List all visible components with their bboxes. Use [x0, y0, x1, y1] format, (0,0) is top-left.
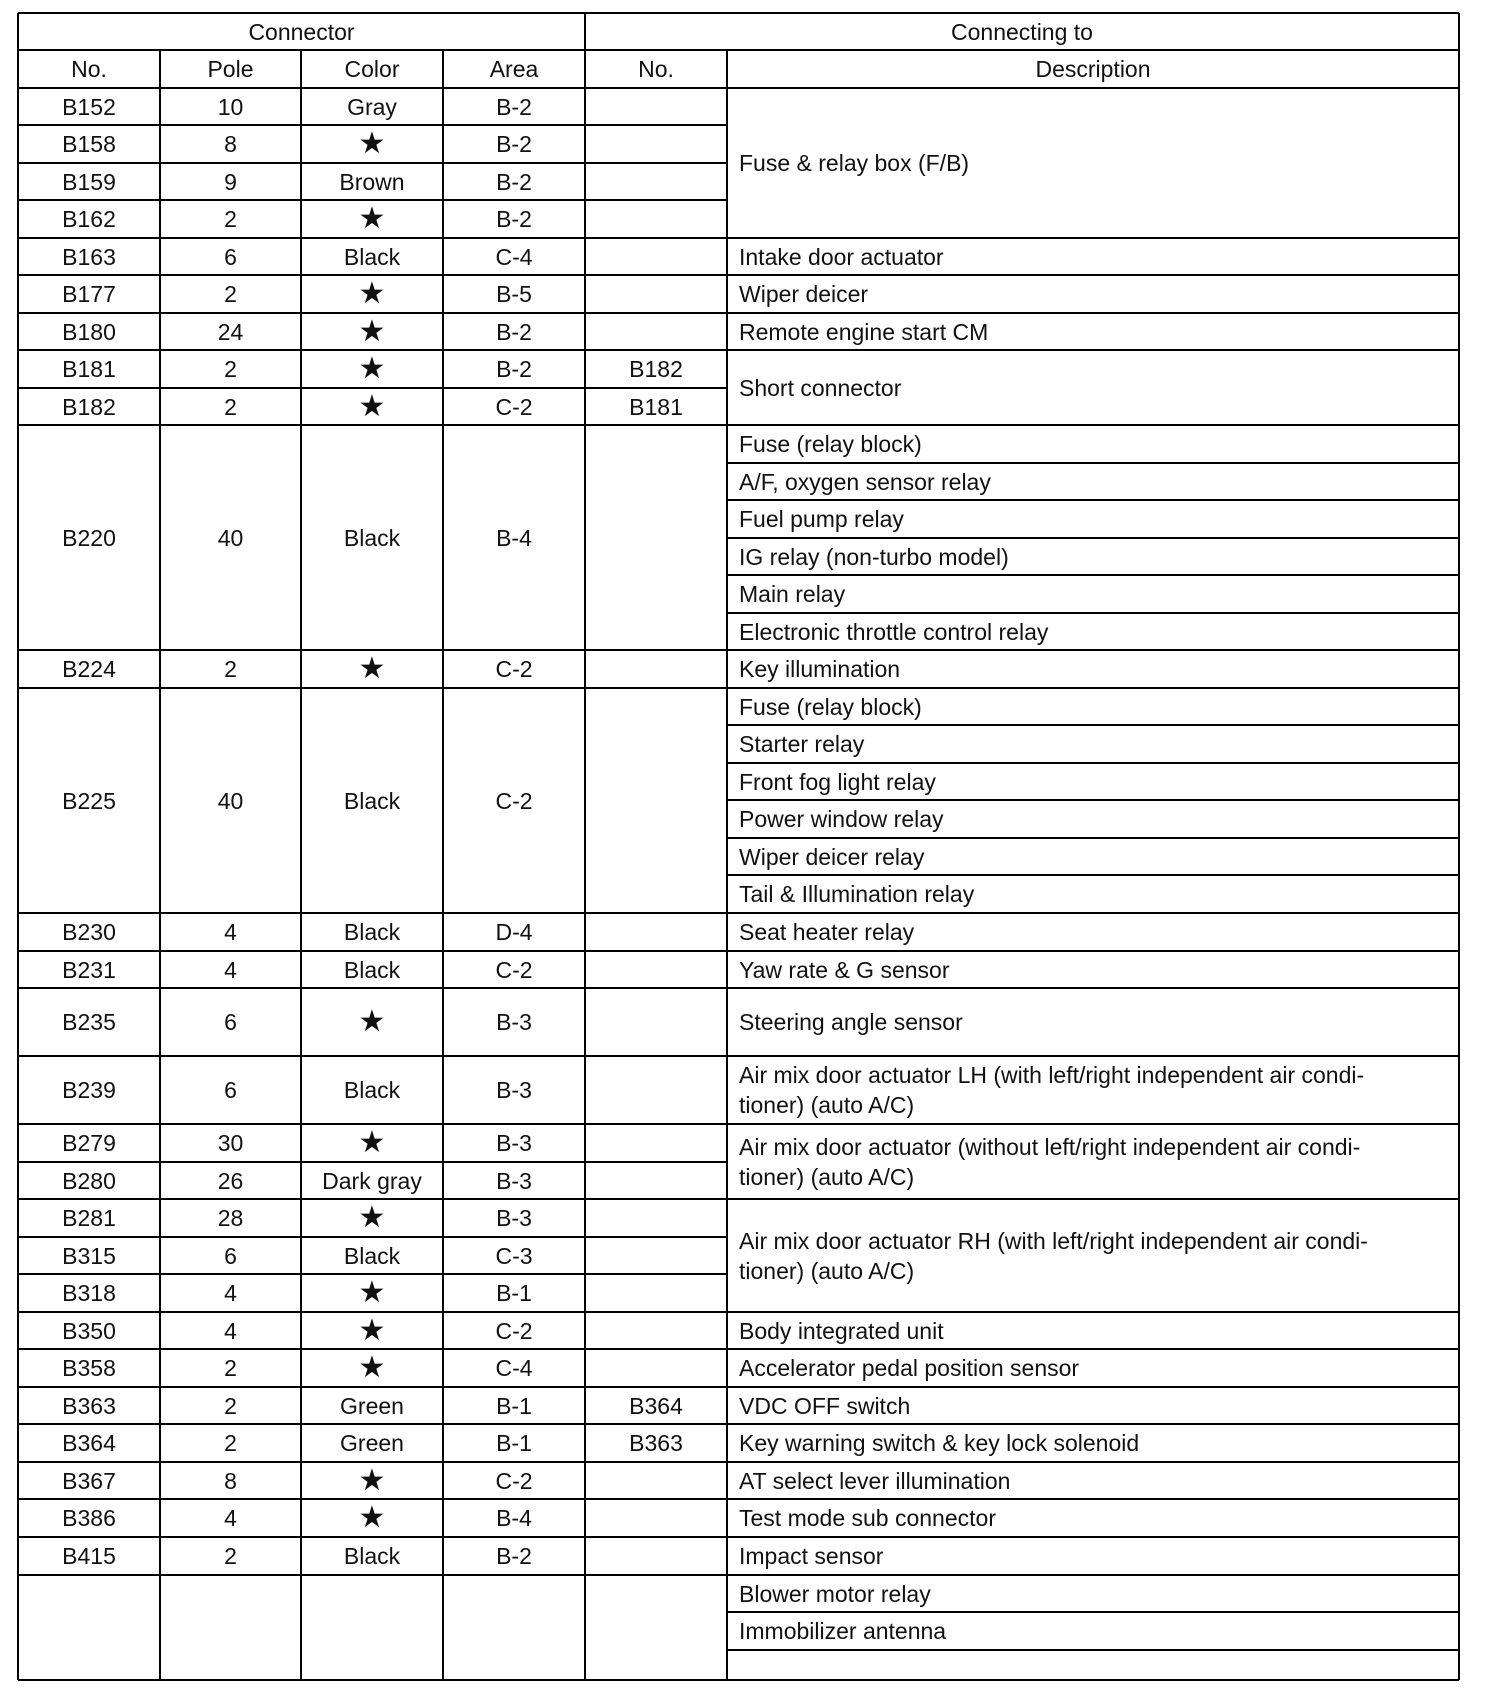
description-line: Steering angle sensor — [739, 1009, 963, 1035]
connector-pole: 6 — [224, 243, 237, 270]
description-text — [739, 317, 988, 347]
connector-area: C-2 — [495, 656, 533, 682]
description-text — [739, 879, 974, 909]
connector-no: B239 — [62, 1077, 116, 1103]
connector-color: ★ — [358, 1005, 386, 1038]
description-cell — [727, 1612, 1459, 1650]
connector-color: ★ — [358, 202, 386, 235]
description-line: Seat heater relay — [739, 919, 915, 945]
connector-no: B281 — [62, 1205, 116, 1231]
connector-no: B358 — [62, 1355, 116, 1381]
connector-area: C-2 — [495, 787, 533, 814]
connector-area: B-1 — [496, 1430, 532, 1456]
description-line: IG relay (non-turbo model) — [739, 543, 1009, 570]
description-line: Electronic throttle control relay — [739, 618, 1049, 645]
connector-pole: 8 — [224, 131, 237, 157]
description-cell — [727, 538, 1459, 575]
connector-area: C-3 — [495, 1242, 533, 1269]
description-line: Remote engine start CM — [739, 318, 989, 345]
connector-color: Black — [343, 524, 401, 551]
connector-color: ★ — [358, 652, 386, 685]
connector-pole: 6 — [224, 1077, 237, 1103]
description-line: Blower motor relay — [739, 1580, 931, 1607]
col-header-pole: Pole — [207, 56, 254, 82]
connector-pole: 30 — [217, 1130, 244, 1156]
connector-area: B-2 — [496, 318, 532, 345]
connector-no: B152 — [62, 93, 116, 120]
connector-pole: 2 — [224, 656, 237, 682]
description-text — [739, 148, 969, 178]
description-line: Air mix door actuator RH (with left/right independent air condi- — [739, 1227, 1368, 1254]
description-cell — [727, 88, 1459, 238]
description-line: VDC OFF switch — [739, 1392, 911, 1419]
connector-pole: 2 — [224, 1355, 237, 1381]
connector-color: Black — [343, 1077, 401, 1103]
connector-color: Black — [343, 956, 401, 983]
connector-color: ★ — [358, 389, 386, 423]
connector-pole: 2 — [224, 1430, 237, 1456]
connector-color: Black — [343, 787, 401, 814]
connecting-no — [585, 1349, 727, 1387]
col-header-area: Area — [489, 56, 539, 82]
description-line: Tail & Illumination relay — [739, 881, 975, 907]
connector-no: B231 — [62, 956, 116, 983]
connecting-no — [585, 650, 727, 688]
connector-area: B-2 — [496, 356, 532, 382]
connector-area: B-2 — [496, 168, 532, 195]
description-line: Fuel pump relay — [739, 506, 904, 532]
connector-area: B-3 — [496, 1009, 532, 1035]
description-text — [739, 804, 944, 834]
connecting-no — [585, 951, 727, 988]
description-cell — [727, 1124, 1459, 1199]
connecting-no — [585, 88, 727, 125]
connector-area: C-4 — [495, 1355, 533, 1381]
description-cell — [727, 875, 1459, 913]
description-line: Short connector — [739, 374, 902, 401]
connector-color: ★ — [358, 314, 386, 348]
connector-color: ★ — [358, 1463, 386, 1497]
connecting-no — [585, 688, 727, 913]
description-cell — [727, 913, 1459, 951]
connector-color: ★ — [358, 1276, 386, 1309]
connector-no: B235 — [62, 1009, 116, 1035]
description-text — [739, 1391, 910, 1421]
description-text — [739, 1541, 883, 1571]
connecting-no — [585, 313, 727, 350]
connector-color: ★ — [358, 352, 386, 385]
connector-no: B177 — [62, 281, 116, 307]
col-header-color: Color — [344, 56, 400, 82]
description-cell — [727, 1462, 1459, 1499]
connector-area: B-4 — [496, 1505, 532, 1531]
connector-no: B224 — [62, 656, 116, 682]
connector-pole: 4 — [224, 1317, 237, 1344]
connecting-no — [585, 425, 727, 650]
description-text — [739, 842, 924, 872]
connecting-no — [585, 275, 727, 313]
connector-no: B163 — [62, 243, 116, 270]
col-header-description: Description — [1035, 56, 1151, 82]
description-text — [739, 1579, 931, 1609]
connector-no: B225 — [62, 787, 116, 814]
connector-no: B415 — [62, 1543, 116, 1569]
connecting-no — [585, 1537, 727, 1575]
description-line: Intake door actuator — [739, 243, 944, 270]
description-cell — [727, 951, 1459, 988]
connector-color: ★ — [358, 1501, 386, 1534]
description-line: Air mix door actuator (without left/right independent air condi- — [739, 1133, 1361, 1160]
connector-pole: 2 — [224, 1543, 237, 1569]
description-cell — [727, 238, 1459, 275]
connecting-no — [585, 350, 727, 388]
description-text — [739, 1226, 1368, 1286]
description-cell — [727, 275, 1459, 313]
description-text — [739, 542, 1009, 572]
description-text — [739, 692, 922, 722]
description-text — [739, 1503, 996, 1533]
connector-area: B-2 — [496, 1543, 532, 1569]
description-line: Yaw rate & G sensor — [739, 956, 950, 983]
description-line: Main relay — [739, 581, 846, 607]
connecting-no — [585, 200, 727, 238]
connecting-no-text: B364 — [629, 1392, 683, 1419]
connector-no: B315 — [62, 1242, 116, 1269]
connector-no: B318 — [62, 1280, 116, 1306]
connector-pole: 6 — [224, 1009, 237, 1035]
connector-pole: 2 — [224, 356, 237, 382]
description-line: tioner) (auto A/C) — [739, 1163, 915, 1190]
connector-pole: 28 — [217, 1205, 244, 1231]
description-line: tioner) (auto A/C) — [739, 1092, 915, 1118]
description-cell — [727, 1387, 1459, 1424]
connector-pole: 2 — [224, 206, 237, 232]
connector-pole: 9 — [224, 168, 237, 195]
connecting-no — [585, 1162, 727, 1199]
connector-area: D-4 — [495, 919, 533, 945]
description-line: Wiper deicer — [739, 281, 869, 307]
connector-color: Black — [343, 1543, 401, 1569]
connector-pole: 8 — [224, 1467, 237, 1494]
connector-color: Brown — [339, 168, 405, 195]
connector-color: Black — [343, 919, 401, 945]
connector-pole: 4 — [224, 1280, 237, 1306]
connector-no: B386 — [62, 1505, 116, 1531]
connecting-no — [585, 125, 727, 163]
connector-pole: 4 — [224, 956, 237, 983]
description-text — [739, 1428, 1139, 1458]
description-cell — [727, 838, 1459, 875]
connector-color: ★ — [358, 1313, 386, 1347]
connector-color: ★ — [358, 1201, 386, 1234]
connector-area: B-4 — [496, 524, 532, 551]
connecting-no — [585, 1056, 727, 1124]
description-line: Immobilizer antenna — [739, 1618, 947, 1644]
connector-no: B158 — [62, 131, 116, 157]
connector-pole: 2 — [224, 281, 237, 307]
connecting-no — [585, 1424, 727, 1462]
connector-area: B-2 — [496, 131, 532, 157]
description-line: Starter relay — [739, 731, 865, 757]
connector-no: B363 — [62, 1392, 116, 1419]
connector-pole: 24 — [217, 318, 244, 345]
connector-no: B182 — [62, 393, 116, 420]
connector-area: B-3 — [496, 1167, 532, 1194]
connecting-no — [585, 238, 727, 275]
connector-pole: 26 — [217, 1167, 244, 1194]
connector-area: C-4 — [495, 243, 533, 270]
description-cell — [727, 463, 1459, 500]
description-line: Wiper deicer relay — [739, 843, 925, 870]
connecting-no — [585, 1237, 727, 1274]
description-cell — [727, 575, 1459, 613]
description-text — [739, 467, 991, 497]
connecting-no — [585, 1199, 727, 1237]
connector-area: B-3 — [496, 1130, 532, 1156]
description-text — [739, 1616, 946, 1646]
connecting-no — [585, 1124, 727, 1162]
description-line: Key illumination — [739, 656, 901, 682]
connector-no: B350 — [62, 1317, 116, 1344]
description-cell — [727, 688, 1459, 725]
connector-color: Black — [343, 243, 401, 270]
description-text — [739, 429, 922, 459]
connector-color: ★ — [358, 1126, 386, 1159]
description-cell — [727, 425, 1459, 463]
description-text — [739, 1060, 1364, 1120]
description-text — [739, 373, 901, 403]
connecting-no-text: B363 — [629, 1430, 683, 1456]
description-line: Front fog light relay — [739, 768, 936, 795]
connector-no: B230 — [62, 919, 116, 945]
description-cell — [727, 1312, 1459, 1349]
description-text — [739, 579, 845, 609]
connector-no: B280 — [62, 1167, 116, 1194]
connector-color: Dark gray — [322, 1167, 422, 1194]
connector-color: Gray — [347, 93, 397, 120]
connector-no: B180 — [62, 318, 116, 345]
description-text — [739, 617, 1048, 647]
description-cell — [727, 313, 1459, 350]
description-cell — [727, 500, 1459, 538]
connecting-no — [585, 1312, 727, 1349]
connector-area: C-2 — [495, 393, 533, 420]
connector-no: B220 — [62, 524, 116, 551]
connecting-no — [585, 163, 727, 200]
connector-color: ★ — [358, 127, 386, 160]
connecting-no — [585, 1274, 727, 1312]
connecting-no — [585, 1462, 727, 1499]
description-cell — [727, 1199, 1459, 1312]
description-line: Fuse (relay block) — [739, 431, 922, 457]
connector-no: B279 — [62, 1130, 116, 1156]
connector-area: B-2 — [496, 206, 532, 232]
description-cell — [727, 1537, 1459, 1575]
connector-no: B159 — [62, 168, 116, 195]
description-text — [739, 242, 944, 272]
connector-color: ★ — [358, 1351, 386, 1384]
connector-pole: 6 — [224, 1242, 237, 1269]
connector-area: B-2 — [496, 93, 532, 120]
connecting-no — [585, 1499, 727, 1537]
description-cell — [727, 650, 1459, 688]
description-text — [739, 504, 904, 534]
col-header-no: No. — [71, 56, 107, 82]
description-line: Impact sensor — [739, 1543, 884, 1569]
description-line: tioner) (auto A/C) — [739, 1257, 915, 1284]
description-text — [739, 1353, 1079, 1383]
connecting-to-group-header: Connecting to — [951, 18, 1093, 45]
description-text — [739, 1466, 1010, 1496]
description-text — [739, 729, 864, 759]
description-cell — [727, 725, 1459, 763]
connector-area: B-1 — [496, 1280, 532, 1306]
connector-area: C-2 — [495, 956, 533, 983]
description-line: Fuse & relay box (F/B) — [739, 150, 970, 176]
description-cell — [727, 763, 1459, 800]
connecting-no — [585, 988, 727, 1056]
connector-area: B-3 — [496, 1077, 532, 1103]
description-cell — [727, 1056, 1459, 1124]
description-text — [739, 279, 868, 309]
connecting-no — [585, 913, 727, 951]
description-line: Key warning switch & key lock solenoid — [739, 1430, 1140, 1456]
connector-pole: 2 — [224, 393, 237, 420]
description-line: Accelerator pedal position sensor — [739, 1355, 1080, 1381]
description-text — [739, 1132, 1360, 1192]
connector-pole: 4 — [224, 1505, 237, 1531]
description-cell — [727, 1575, 1459, 1612]
description-text — [739, 917, 914, 947]
description-line: Body integrated unit — [739, 1317, 944, 1344]
description-text — [739, 1007, 963, 1037]
description-text — [739, 955, 950, 985]
description-cell — [727, 613, 1459, 650]
description-text — [739, 1316, 944, 1346]
connecting-no-text: B181 — [629, 393, 683, 420]
connector-color: ★ — [358, 277, 386, 310]
connector-area: C-2 — [495, 1317, 533, 1344]
description-text — [739, 654, 900, 684]
connector-pole: 4 — [224, 919, 237, 945]
connector-no: B181 — [62, 356, 116, 382]
description-cell — [727, 1499, 1459, 1537]
description-line: Air mix door actuator LH (with left/right independent air condi- — [739, 1062, 1365, 1088]
connector-pole: 2 — [224, 1392, 237, 1419]
connector-no: B364 — [62, 1430, 116, 1456]
connector-pole: 40 — [217, 524, 244, 551]
connector-no: B367 — [62, 1467, 116, 1494]
connector-no: B162 — [62, 206, 116, 232]
description-line: Power window relay — [739, 806, 944, 832]
connector-color: Green — [340, 1430, 404, 1456]
connector-group-header: Connector — [248, 18, 355, 45]
description-line: Test mode sub connector — [739, 1505, 996, 1531]
description-cell — [727, 350, 1459, 425]
description-cell — [727, 988, 1459, 1056]
connector-area: B-3 — [496, 1205, 532, 1231]
description-line: A/F, oxygen sensor relay — [739, 468, 991, 495]
description-cell — [727, 800, 1459, 838]
connector-area: B-5 — [496, 281, 532, 307]
connector-pole: 40 — [217, 787, 244, 814]
connector-area: C-2 — [495, 1467, 533, 1494]
description-text — [739, 767, 936, 797]
connecting-no — [585, 388, 727, 425]
connector-area: B-1 — [496, 1392, 532, 1419]
connecting-no — [585, 1387, 727, 1424]
col-header-to-no: No. — [638, 56, 674, 82]
connector-pole: 10 — [217, 93, 244, 120]
description-line: AT select lever illumination — [739, 1467, 1011, 1494]
connector-color: Green — [340, 1392, 404, 1419]
description-line: Fuse (relay block) — [739, 693, 922, 720]
description-cell — [727, 1424, 1459, 1462]
connecting-no-text: B182 — [629, 356, 683, 382]
connector-color: Black — [343, 1242, 401, 1269]
description-cell — [727, 1349, 1459, 1387]
